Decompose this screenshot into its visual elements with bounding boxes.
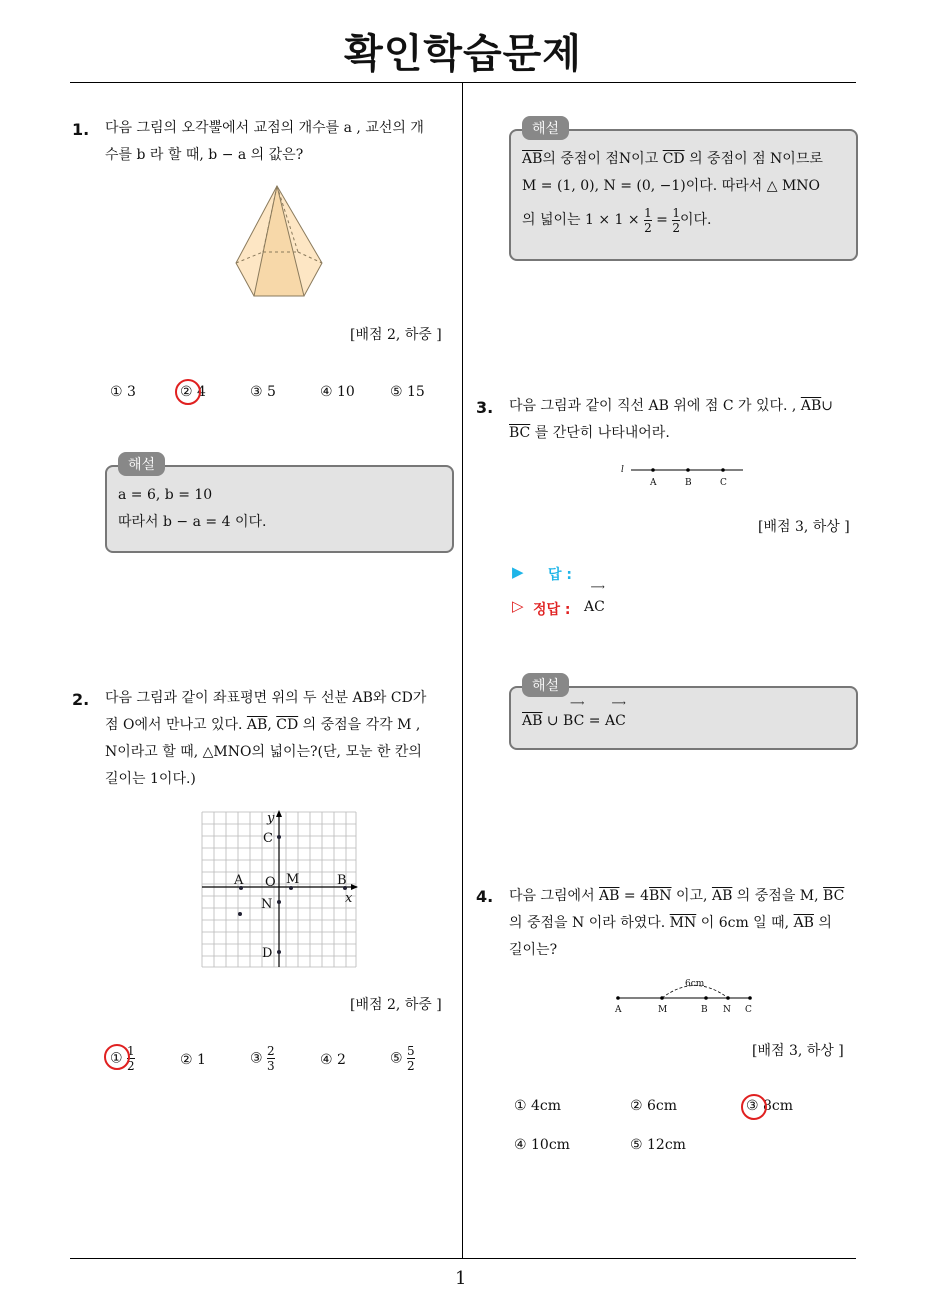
q1-solution-text [118,482,266,536]
answer-arrow-icon: ▶ [512,563,524,581]
label-C: C [745,1005,752,1015]
correct-label: 정답 : [533,602,571,618]
column-divider [462,83,463,1258]
q4-line1: 다음 그림에서 $\overline{AB} = 4\overline{BN}$ 이고, $\overline{AB}$ 의 중점을 M, $\overline{BC}$ [509,888,845,904]
q4-text [509,883,864,964]
q2-line2: 점 O에서 만나고 있다. $\overline{AB}$, $\overline{CD}$ 의 중점을 각각 M , [105,717,421,733]
q1-score: [배점 2, 하중 ] [350,327,442,343]
x-axis-arrow [351,884,358,890]
q2-option-5[interactable]: ⑤ $\frac{5}{2}$ [390,1044,415,1073]
label-B: B [701,1005,708,1015]
label-x: x [345,891,353,906]
q2-option-1[interactable]: ① $\frac{1}{2}$ [110,1044,135,1073]
label-M: M [286,872,300,887]
q1-line1: 다음 그림의 오각뿔에서 교점의 개수를 a , 교선의 개 [105,120,424,136]
q1-solution-line1: a = 6, b = 10 [118,487,213,503]
header-rule [70,82,856,83]
label-C: C [720,478,727,488]
q4-option-2[interactable]: ② 6cm [630,1098,678,1114]
q4-number: 4. [476,887,494,906]
q2-selected-mark [104,1044,130,1070]
q2-line3: N이라고 할 때, △MNO의 넓이는?(단, 모눈 한 칸의 [105,744,422,760]
label-N: N [261,897,273,912]
label-D: D [262,946,273,961]
q4-score: [배점 3, 하상 ] [752,1043,844,1059]
answer-label: 답 : [548,567,572,583]
label-B: B [337,873,347,888]
label-A: A [615,1005,622,1015]
q1-text [105,115,460,169]
q3-line-figure [615,458,750,490]
coordinate-grid-figure [200,810,360,970]
q3-score: [배점 3, 하상 ] [758,519,850,535]
q2-solution-tag: 해설 [522,116,569,140]
q2-score: [배점 2, 하중 ] [350,997,442,1013]
correct-answer: ⟶ AC [584,582,605,615]
q1-option-1[interactable]: ① 3 [110,384,136,400]
label-N: N [723,1005,731,1015]
pyramid-figure [230,180,330,305]
label-y: y [267,811,275,826]
q3-number: 3. [476,398,494,417]
page-title: 확인학습문제 [344,31,582,77]
q1-solution-line2: 따라서 b − a = 4 이다. [118,514,267,530]
q3-solution-text: $\overline{AB}$ ∪ ⟶ BC = ⟶ AC [522,698,626,729]
q4-selected-mark [741,1094,767,1120]
correct-arrow-icon: ▷ [512,597,524,615]
q1-option-4[interactable]: ④ 10 [320,384,355,400]
q3-text [509,393,864,447]
q2-solution-line2: M = (1, 0), N = (0, −1)이다. 따라서 △ MNO [522,178,821,194]
q2-option-3[interactable]: ③ $\frac{2}{3}$ [250,1044,275,1073]
q2-option-2[interactable]: ② 1 [180,1052,206,1068]
label-M: M [658,1005,668,1015]
q4-option-4[interactable]: ④ 10cm [514,1137,570,1153]
q1-option-5[interactable]: ⑤ 15 [390,384,425,400]
q1-option-3[interactable]: ③ 5 [250,384,276,400]
q3-solution-tag: 해설 [522,673,569,697]
point-N [277,900,281,904]
q2-solution-line3: 의 넓이는 1 × 1 × $\frac{1}{2}$ = $\frac{1}{2}$ 이다. [522,205,712,235]
page-number: 1 [455,1268,467,1289]
q1-line2: 수를 b 라 할 때, b − a 의 값은? [105,147,304,163]
q2-number: 2. [72,690,90,709]
label-A: A [234,873,244,888]
q2-solution-text [522,146,852,240]
q4-line3: 길이는? [509,942,558,958]
q4-segment-figure [610,975,760,1020]
label-6cm: 6cm [685,979,705,989]
q2-line1: 다음 그림과 같이 좌표평면 위의 두 선분 AB와 CD가 [105,690,427,706]
label-O: O [265,875,276,890]
point-extra [238,912,242,916]
q3-line1: 다음 그림과 같이 직선 AB 위에 점 C 가 있다. , $\overline{AB}\cup$ [509,398,833,414]
q2-option-4[interactable]: ④ 2 [320,1052,346,1068]
q4-option-3[interactable]: ③ 8cm [746,1098,794,1114]
q1-solution-tag: 해설 [118,452,165,476]
q4-option-1[interactable]: ① 4cm [514,1098,562,1114]
q1-option-2[interactable]: ② 4 [180,384,206,400]
q3-line2: $\overline{BC}$ 를 간단히 나타내어라. [509,425,670,441]
label-C: C [263,831,273,846]
q2-text [105,685,460,793]
label-B: B [685,478,692,488]
footer-rule [70,1258,856,1259]
q2-line4: 길이는 1이다.) [105,771,196,787]
label-A: A [650,478,657,488]
q4-option-5[interactable]: ⑤ 12cm [630,1137,686,1153]
label-l: l [621,465,624,475]
q4-line2: 의 중점을 N 이라 하였다. $\overline{MN}$ 이 6cm 일 때, $\overline{AB}$ 의 [509,915,832,931]
q1-selected-mark [175,379,201,405]
point-C [277,835,281,839]
q2-solution-line1: $\overline{AB}$의 중점이 점N이고 $\overline{CD}$ 의 중점이 점 N이므로 [522,151,823,167]
y-axis-arrow [276,810,282,817]
q1-number: 1. [72,120,90,139]
point-D [277,950,281,954]
